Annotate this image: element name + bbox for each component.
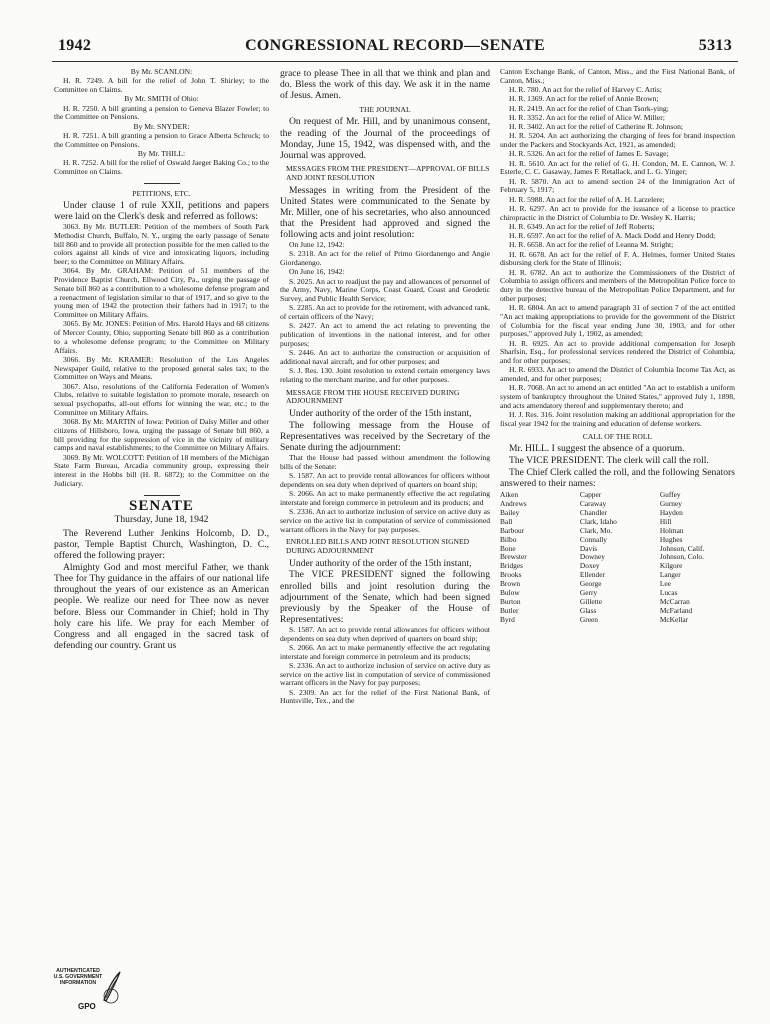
paragraph: H. R. 7251. A bill granting a pension to Grace Alberta Schrock; to the Committee on Pensions. (54, 130, 269, 149)
paragraph: S. 2446. An act to authorize the construction or acquisition of additional naval aircraft, and for other purposes; and (280, 348, 490, 366)
senator-name: Lucas (659, 588, 678, 598)
section-heading: MESSAGES FROM THE PRESIDENT—APPROVAL OF BILLS AND JOINT RESOLUTION (286, 164, 490, 182)
paragraph: H. R. 6658. An act for the relief of Leanna M. Stright; (509, 240, 674, 250)
paragraph: The Chief Clerk called the roll, and the following Senators answered to their names: (500, 466, 735, 489)
senator-name: Holman (659, 525, 684, 535)
roll-call-column (660, 491, 735, 625)
paragraph: H. R. 6804. An act to amend paragraph 31 of section 7 of the act entitled "An act making appropriations to provide for the government of the District of Columbia for the fiscal year ending June 30, 1903, and for other purposes," approved July 1, 1902, as amended; (500, 303, 735, 339)
paragraph: On request of Mr. Hill, and by unanimous consent, the reading of the Journal of the proceedings of Monday, June 15, 1942, was dispensed with, and the Journal was approved. (280, 116, 490, 161)
paragraph: H. R. 5326. An act for the relief of James E. Savage; (509, 149, 669, 159)
senator-name: Ball (500, 516, 513, 526)
senator-name: Capper (579, 490, 602, 500)
roll-call-column (580, 491, 655, 625)
senator-name: Gurney (659, 498, 682, 508)
roll-call-list (500, 491, 735, 625)
paragraph: 3065. By Mr. JONES: Petition of Mrs. Harold Hays and 68 citizens of Mercer County, Ohio, supporting Senate bill 860 as a contribution to a wholesome defense program; to the Committee on Military Affairs. (54, 319, 269, 355)
column-right (500, 68, 735, 938)
paragraph: H. R. 5610. An act for the relief of G. H. Condon, M. E. Cannon, W. J. Esterle, C. C. Gasaway, James F. Retallack, and L. G. Yinger; (500, 158, 735, 177)
paragraph: S. 2427. An act to amend the act relating to preventing the publication of inventions in the national interest, and for other purposes; (280, 321, 490, 348)
senator-name: Kilgore (659, 561, 683, 571)
paragraph: The VICE PRESIDENT signed the following enrolled bills and joint resolution during the adjournment of the Senate, which had been signed previously by the Speaker of the House of Representatives: (280, 569, 490, 626)
paragraph: The VICE PRESIDENT. The clerk will call the roll. (509, 454, 709, 466)
paragraph: Almighty God and most merciful Father, we thank Thee for Thy guidance in the affairs of our national life throughout the years of our existence as an American people. We realize our need for Thee now as never before. Bless our Commander in Chief; hold in Thy holy care his life. We pray for each Member of Congress and all engaged in the sacred task of defending our country. Grant us (54, 561, 269, 652)
paragraph: Under authority of the order of the 15th instant, (289, 557, 472, 569)
header-year: 1942 (58, 37, 92, 54)
senator-name: Bilbo (500, 534, 517, 544)
paragraph: H. R. 6678. An act for the relief of F. A. Helmes, former United States disbursing clerk for the State of Illinois; (500, 249, 735, 268)
paragraph: S. 2318. An act for the relief of Primo Giordanengo and Angie Giordanengo. (280, 249, 490, 268)
paragraph: The following message from the House of Representatives was received by the Secretary of the Senate during the adjournment: (280, 419, 490, 454)
senator-name: McCarran (659, 596, 690, 606)
senator-name: Brewster (500, 552, 527, 562)
paragraph: H. R. 6597. An act for the relief of A. Mack Dodd and Henry Dodd; (509, 231, 716, 240)
senator-name: McKellar (659, 614, 689, 624)
paragraph: S. 2066. An act to make permanently effective the act regulating interstate and foreign commerce in petroleum and its products; (280, 642, 490, 661)
senator-name: Green (579, 614, 598, 624)
senator-name: Lee (659, 579, 671, 589)
paragraph: By Mr. THILL: (137, 148, 186, 158)
paragraph: S. 2336. An act to authorize inclusion of service on active duty as service on the active list in computation of service of commissioned warrant officers in the Navy for pay purposes; (280, 660, 490, 688)
section-heading: PETITIONS, ETC. (132, 188, 191, 198)
paragraph: On June 12, 1942: (289, 240, 345, 250)
senator-name: Barbour (500, 525, 525, 535)
senator-name: Burton (500, 596, 521, 606)
paragraph: H. R. 5988. An act for the relief of A. H. Larzelere; (509, 194, 665, 204)
paragraph: H. R. 3352. An act for the relief of Alice W. Miller; (509, 112, 665, 122)
section-heading: ENROLLED BILLS AND JOINT RESOLUTION SIGNED DURING ADJOURNMENT (286, 537, 470, 555)
senator-name: Guffey (659, 490, 681, 500)
paragraph: Messages in writing from the President of the United States were communicated to the Senate by Mr. Miller, one of his secretaries, who also announced that the President had approved and signed the following acts and joint resolution: (280, 184, 490, 241)
senator-name: Clark, Idaho (579, 516, 617, 526)
page-header (52, 37, 738, 62)
paragraph: By Mr. SMITH of Ohio: (124, 94, 199, 104)
senator-name: Davis (579, 543, 598, 553)
paragraph: S. 2066. An act to make permanently effective the act regulating interstate and foreign commerce in petroleum and its products; and (280, 489, 490, 507)
senator-name: Ellender (579, 570, 605, 580)
eagle-feather-icon (100, 970, 122, 1004)
header-title: CONGRESSIONAL RECORD—SENATE (245, 37, 545, 54)
paragraph: S. 2309. An act for the relief of the First National Bank, of Huntsville, Tex., and the (280, 687, 490, 706)
paragraph: 3066. By Mr. KRAMER: Resolution of the Los Angeles Newspaper Guild, relative to the proposed general sales tax; to the Committee on Ways and Means. (54, 354, 269, 382)
section-heading: CALL OF THE ROLL (582, 431, 653, 441)
paragraph: H. R. 3402. An act for the relief of Catherine R. Johnson; (509, 122, 683, 131)
paragraph: On June 16, 1942: (289, 267, 345, 277)
senator-name: Doxey (579, 561, 600, 571)
paragraph: 3067. Also, resolutions of the California Federation of Women's Clubs, relative to suitable legislation to promote morale, research on sexual psychopaths, all-out efforts for winning the war, etc.; to the Committee on Military Affairs. (54, 381, 269, 417)
senator-name: Bridges (500, 561, 523, 571)
column-left (54, 68, 269, 988)
paragraph: H. R. 5870. An act to amend section 24 of the Immigration Act of February 5, 1917; (500, 176, 735, 195)
senator-name: Bone (500, 543, 516, 553)
senator-name: Brown (500, 579, 521, 589)
gpo-authentication-seal (52, 968, 122, 1014)
paragraph: H. R. 6933. An act to amend the District of Columbia Income Tax Act, as amended, and for other purposes; (500, 365, 735, 383)
paragraph: H. R. 6349. An act for the relief of Jeff Roberts; (509, 221, 655, 231)
paragraph: H. R. 780. An act for the relief of Harvey C. Artis; (509, 85, 662, 94)
paragraph: H. R. 6925. An act to provide additional compensation for Joseph Sharfsin, Esq., for professional services rendered the District of Columbia, and for other purposes; (500, 338, 735, 365)
header-page-number: 5313 (698, 37, 732, 54)
senator-name: Butler (500, 605, 519, 615)
senate-heading: SENATE (129, 497, 194, 514)
senator-name: Chandler (579, 507, 607, 517)
paragraph: Canton Exchange Bank, of Canton, Miss., and the First National Bank, of Canton, Miss.; (500, 68, 735, 85)
gpo-seal-text: AUTHENTICATED U.S. GOVERNMENT INFORMATION (53, 968, 103, 986)
section-heading: Thursday, June 18, 1942 (114, 514, 209, 526)
paragraph: S. 1587. An act to provide rental allowances for officers without dependents on sea duty when deprived of quarters on board ship; (280, 471, 490, 489)
paragraph: S. 2336. An act to authorize inclusion of service on active duty as service on the active list in computation of service of commissioned warrant officers in the Navy for pay purposes. (280, 507, 490, 534)
paragraph: By Mr. SCANLON: (130, 68, 193, 76)
paragraph: H. R. 6297. An act to provide for the issuance of a license to practice chiropractic in the District of Columbia to Dr. Wesley K. Harris; (500, 203, 735, 222)
paragraph: H. R. 1369. An act for the relief of Annie Brown; (509, 94, 659, 104)
paragraph: H. R. 2419. An act for the relief of Chan Tsork-ying; (509, 103, 669, 113)
senator-name: Clark, Mo. (579, 525, 613, 535)
senator-name: Connally (579, 534, 608, 544)
roll-call-column (500, 491, 575, 625)
paragraph: S. J. Res. 130. Joint resolution to extend certain emergency laws relating to the merchant marine, and for other purposes. (280, 366, 490, 384)
paragraph: S. 2285. An act to provide for the retirement, with advanced rank, of certain officers of the Navy; (280, 303, 490, 322)
senator-name: Caraway (579, 498, 607, 508)
paragraph: Under clause 1 of rule XXII, petitions and papers were laid on the Clerk's desk and referred as follows: (54, 200, 269, 223)
paragraph: H. R. 7250. A bill granting a pension to Geneva Blazer Fowler; to the Committee on Pensions. (54, 103, 269, 122)
paragraph: S. 1587. An act to provide rental allowances for officers without dependents on sea duty when deprived of quarters on board ship; (280, 624, 490, 643)
paragraph: 3068. By Mr. MARTIN of Iowa: Petition of Daisy Miller and other citizens of Hillsboro, Iowa, urging the passage of Senate bill 860, a bill providing for the suppression of vice in the vicinity of military camps and naval establishments; to the Committee on Military Affairs. (54, 417, 269, 453)
senator-name: Andrews (500, 498, 527, 508)
paragraph: H. J. Res. 316. Joint resolution making an additional appropriation for the fiscal year 1942 for the training and education of defense workers. (500, 410, 735, 428)
section-heading: MESSAGE FROM THE HOUSE RECEIVED DURING ADJOURNMENT (286, 387, 460, 406)
paragraph: H. R. 5204. An act authorizing the charging of fees for brand inspection under the Packers and Stockyards Act, 1921, as amended; (500, 131, 735, 149)
senator-name: Hill (659, 516, 672, 526)
paragraph: H. R. 6782. An act to authorize the Commissioners of the District of Columbia to assign officers and members of the Metropolitan Police force to duty in the detective bureau of the Metropolitan Police Department, and for other purposes; (500, 267, 735, 303)
senator-name: Bulow (500, 588, 520, 598)
senator-name: Brooks (500, 570, 522, 580)
senator-name: Gerry (579, 588, 598, 598)
senator-name: Aiken (500, 490, 519, 500)
paragraph: grace to please Thee in all that we think and plan and do. Bless the work of this day. We ask it in the name of Jesus. Amen. (280, 68, 490, 102)
paragraph: That the House had passed without amendment the following bills of the Senate: (280, 453, 490, 471)
paragraph: 3064. By Mr. GRAHAM: Petition of 51 members of the Providence Baptist Church, Ellwood City, Pa., urging the passage of Senate bill 860 as a contribution to a wholesome defense program and a reenactment of legislation similar to that of 1917, and so give to the young men of 1942 the protection their fathers had in 1917; to the Committee on Military Affairs. (54, 266, 269, 320)
paragraph: 3069. By Mr. WOLCOTT: Petition of 18 members of the Michigan State Farm Bureau, Arcadia community group, expressing their interest in the Hobbs bill (H. R. 6872); to the Committee on the Judiciary. (54, 452, 269, 488)
column-middle (280, 68, 490, 938)
senator-name: Hayden (659, 507, 683, 517)
paragraph: Under authority of the order of the 15th instant, (289, 408, 472, 420)
paragraph: The Reverend Luther Jenkins Holcomb, D. D., pastor, Temple Baptist Church, Washington, D. C., offered the following prayer: (54, 527, 269, 562)
paragraph: H. R. 7252. A bill for the relief of Oswald Jaeger Baking Co.; to the Committee on Claims. (54, 158, 269, 176)
section-divider (144, 495, 180, 496)
senator-name: Downey (579, 552, 605, 562)
senator-name: Langer (659, 570, 681, 580)
paragraph: H. R. 7068. An act to amend an act entitled "An act to establish a uniform system of bankruptcy throughout the United States," approved July 1, 1898, and acts amendatory thereof and supplementary thereto; and (500, 383, 735, 410)
senator-name: Glass (579, 605, 597, 615)
paragraph: H. R. 7249. A bill for the relief of John T. Shirley; to the Committee on Claims. (54, 76, 269, 94)
senator-name: Johnson, Calif. (659, 543, 705, 553)
senator-name: McFarland (659, 605, 693, 615)
senator-name: Gillette (579, 596, 603, 606)
paragraph: By Mr. SNYDER: (133, 121, 190, 131)
senator-name: George (579, 579, 602, 589)
section-divider (144, 183, 180, 184)
paragraph: Mr. HILL. I suggest the absence of a quorum. (509, 443, 685, 455)
senator-name: Bailey (500, 507, 520, 517)
senator-name: Byrd (500, 614, 515, 624)
senator-name: Hughes (659, 534, 683, 544)
senator-name: Johnson, Colo. (659, 552, 704, 562)
gpo-label: GPO (78, 1002, 96, 1011)
paragraph: S. 2025. An act to readjust the pay and allowances of personnel of the Army, Navy, Marine Corps, Coast Guard, Coast and Geodetic Survey, and Public Health Service; (280, 276, 490, 304)
paragraph: 3063. By Mr. BUTLER: Petition of the members of South Park Methodist Church, Buffalo, N. Y., urging the early passage of Senate bill 860 and to provide all protection possible for the men called to the colors against all kinds of vice and intoxicating liquors, including beer; to the Committee on Military Affairs. (54, 222, 269, 267)
section-heading: THE JOURNAL (359, 104, 411, 114)
